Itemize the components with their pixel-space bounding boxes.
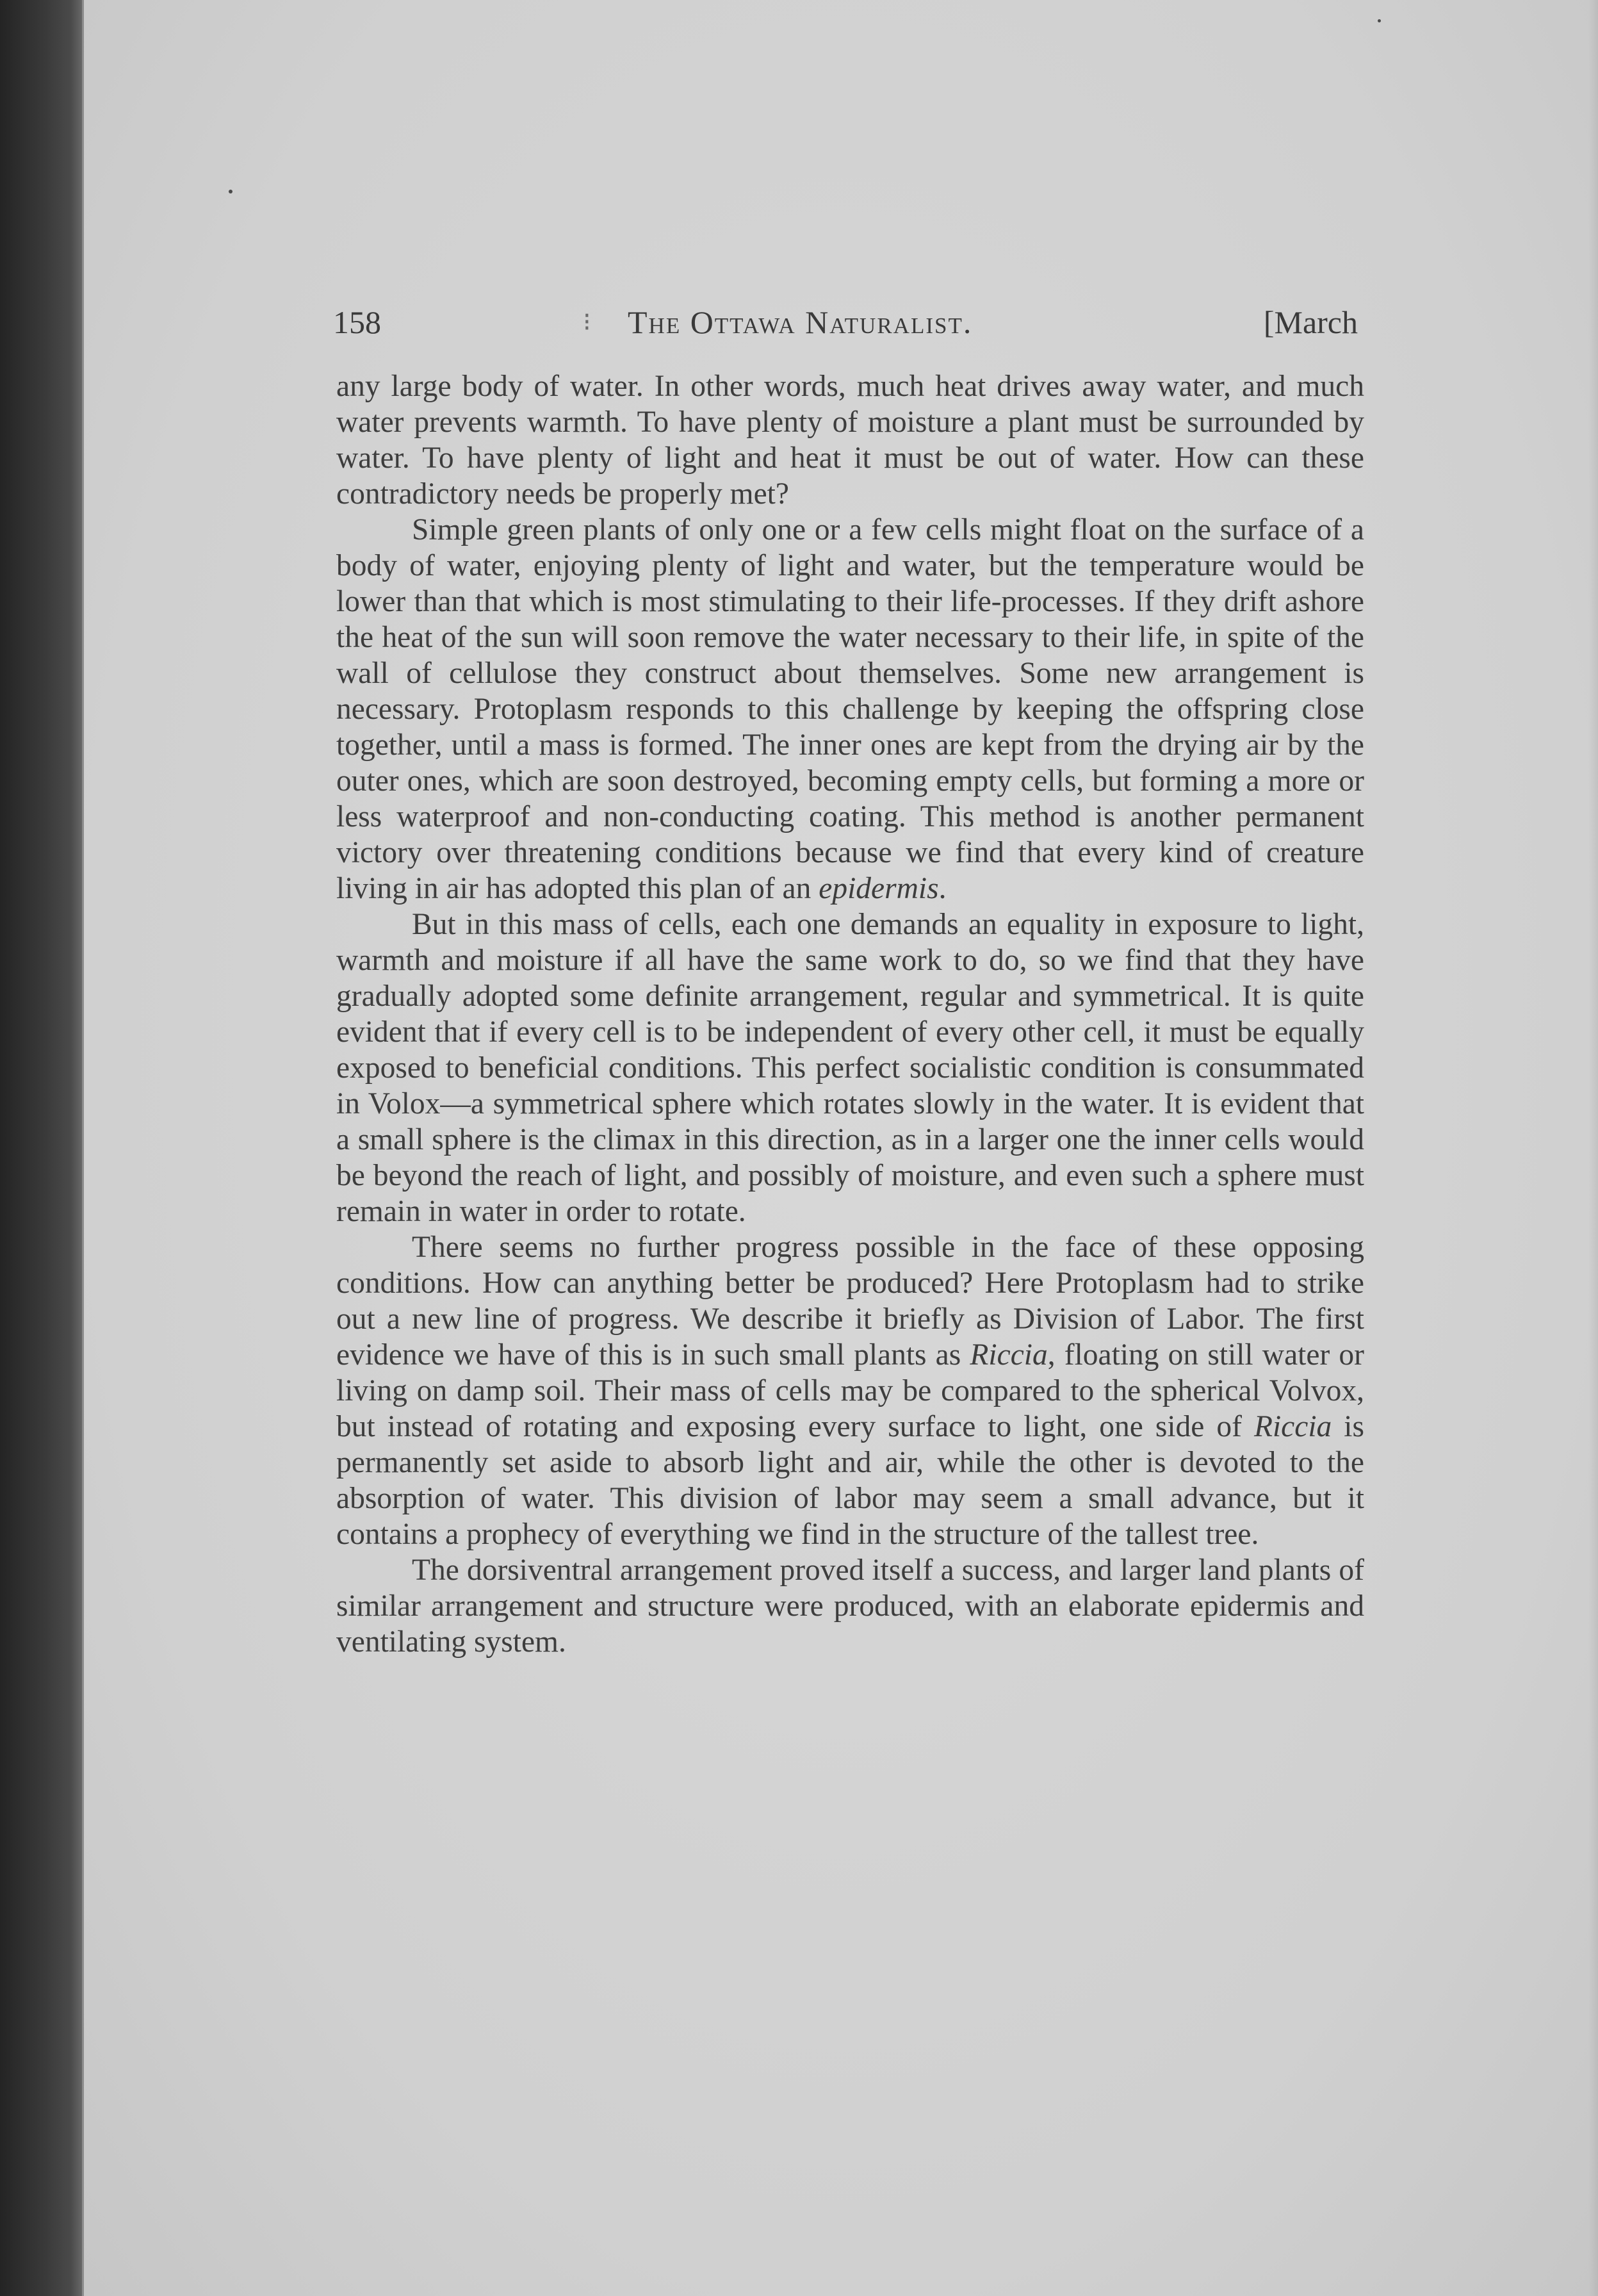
scan-speck: [229, 190, 232, 193]
italic-term: epidermis: [819, 872, 939, 905]
paragraph-text: But in this mass of cells, each one demands an equality in exposure to light, warmth and moisture if all have the same work to do, so we find that they have gradually adopted some definite arrangement, regular and symmetrical. It is quite evident that if every cell is to be independent of every other cell, it must be equally exposed to beneficial conditions. This perfect socialistic condition is consummated in Volox—a symmetrical sphere which rotates slowly in the water. It is evident that a small sphere is the climax in this direction, as in a larger one the inner cells would be beyond the reach of light, and possibly of moisture, and even such a sphere must remain in water in order to rotate.: [336, 908, 1364, 1228]
running-title: The Ottawa Naturalist.: [628, 304, 973, 340]
page-number: 158: [333, 304, 381, 340]
header-ornament: ⁝: [583, 308, 591, 336]
page-edge-shadow: [1588, 0, 1598, 2296]
scan-speck: [1378, 19, 1381, 22]
running-header: [333, 300, 1358, 351]
paragraph-text: Simple green plants of only one or a few cells might float on the surface of a body of water, enjoying plenty of light and water, but the temperature would be lower than that which is most stimulating to their life-processes. If they drift ashore the heat of the sun will soon remove the water necessary to their life, in spite of the wall of cellulose they construct about themselves. Some new arrangement is necessary. Protoplasm responds to this challenge by keeping the offspring close together, until a mass is formed. The inner ones are kept from the drying air by the outer ones, which are soon destroyed, becoming empty cells, but forming a more or less waterproof and non-conducting coating. This method is another permanent victory over threatening conditions because we find that every kind of creature living in air has adopted this plan of an: [336, 513, 1364, 905]
paragraph-text: .: [938, 872, 947, 905]
italic-term: Riccia: [970, 1338, 1048, 1372]
paragraph-text: any large body of water. In other words, much heat drives away water, and much water prevents warmth. To have plenty of moisture a plant must be surrounded by water. To have plenty of light and heat it must be out of water. How can these contradictory needs be properly met?: [336, 370, 1364, 511]
italic-term: Riccia: [1253, 1410, 1332, 1443]
paragraph-text: There seems no further progress possible in the face of these opposing conditions. How can anything better be produced? Here Protoplasm had to strike out a new line of progress. We describe it briefly as Division of Labor. The first evidence we have of this is in such small plants as: [336, 1231, 1364, 1372]
section-label: [March: [1263, 304, 1358, 340]
paragraph: [336, 1552, 1364, 1660]
paragraph: [336, 512, 1364, 906]
paragraph-text: , floating on still water or living on damp soil. Their mass of cells may be compared to the spherical Volvox, but instead of rotating and exposing every surface to light, one side of: [336, 1338, 1364, 1443]
scan-background-edge: [0, 0, 83, 2296]
paragraph: [336, 368, 1364, 512]
article-body: [336, 368, 1364, 1660]
paragraph: [336, 1229, 1364, 1552]
paragraph-text: The dorsiventral arrangement proved itself a success, and larger land plants of similar arrangement and structure were produced, with an elaborate epidermis and ventilating system.: [336, 1554, 1364, 1659]
paragraph-text: is permanently set aside to absorb light and air, while the other is devoted to the absorption of water. This division of labor may seem a small advance, but it contains a prophecy of everything we find in the structure of the tallest tree.: [336, 1410, 1364, 1551]
paragraph: [336, 906, 1364, 1229]
